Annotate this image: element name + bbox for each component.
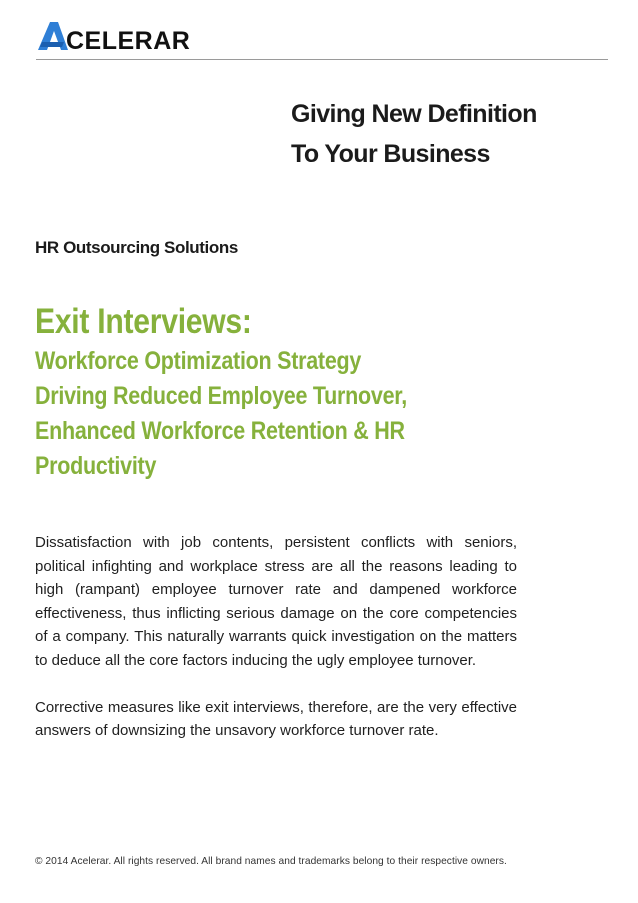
title-subtitle-line: Productivity <box>35 452 157 480</box>
body-text <box>35 531 517 766</box>
header-divider <box>36 59 608 60</box>
logo-wordmark: CELERAR <box>66 27 191 55</box>
title-subtitle-line: Enhanced Workforce Retention & HR <box>35 417 405 445</box>
title-subtitle-line: Workforce Optimization Strategy <box>35 347 362 375</box>
acelerar-logo <box>36 18 206 56</box>
title-subtitle-line: Driving Reduced Employee Turnover, <box>35 382 407 410</box>
document-title <box>35 300 517 484</box>
acelerar-logo-mark <box>36 18 206 56</box>
title-main: Exit Interviews: <box>35 302 252 341</box>
copyright-footer: © 2014 Acelerar. All rights reserved. All brand names and trademarks belong to their respective owners. <box>35 856 507 867</box>
logo-a-swoosh <box>40 42 64 47</box>
body-paragraph: Corrective measures like exit interviews, therefore, are the very effective answers of downsizing the unsavory workforce turnover rate. <box>35 698 517 739</box>
section-label: HR Outsourcing Solutions <box>35 238 238 257</box>
tagline-line-1: Giving New Definition <box>291 100 537 128</box>
body-paragraph: Dissatisfaction with job contents, persistent conflicts with seniors, political infighting and workplace stress are all the reasons leading to high (rampant) employee turnover rate and dampened workforce effectiveness, thus inflicting serious damage on the core competencies of a company. This naturally warrants quick investigation on the matters to deduce all the core factors inducing the ugly employee turnover. <box>35 534 517 669</box>
tagline <box>291 94 621 174</box>
tagline-line-2: To Your Business <box>291 140 490 168</box>
